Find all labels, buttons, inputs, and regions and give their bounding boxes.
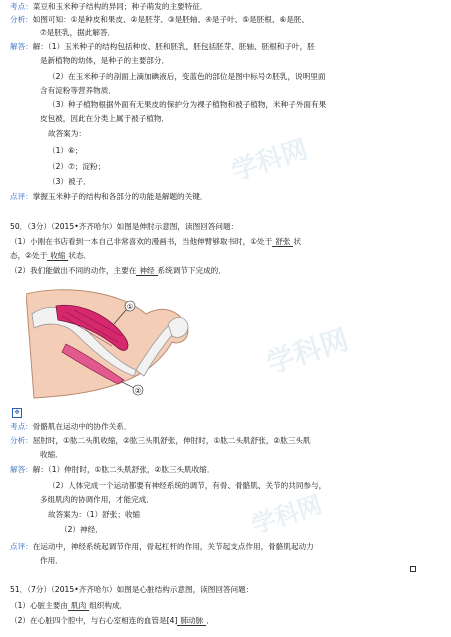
move-anchor-icon[interactable]: ✥ [12,408,22,418]
label-1: ① [126,303,134,311]
q51-sub2: （2）在心脏四个腔中，与右心室相连的血管是[4] 肺动脉 ． [10,616,214,625]
watermark-1: 学科网 [228,134,312,188]
elbow-extension-figure [26,284,196,402]
q50-answer-contract: 收缩 [47,251,68,261]
q50-fenxi-1: 分析：屈肘时，①肱二头肌收缩，②肱三头肌舒张，伸肘时，①肱二头肌舒张，②肱三头肌 [10,436,311,445]
q50-dianping-1: 点评：在运动中，神经系统起调节作用，骨起杠杆的作用，关节起支点作用，骨骼肌起动力 [10,542,314,551]
q50-kaodian: 考点：骨骼肌在运动中的协作关系． [10,422,132,431]
jieda-line-6: 皮包被，因此在分类上属于被子植物． [40,114,170,123]
dianping-tag: 点评： [10,192,33,201]
q50-jieda-3: 多组肌肉的协调作用，才能完成． [40,495,154,504]
watermark-3: 学科网 [248,490,326,540]
jieda-line-5: （3）种子植物根据外面有无果皮的保护分为裸子植物和被子植物，米种子外面有果 [48,100,327,109]
jieda-text: 解：（1）玉米种子的结构包括种皮、胚和胚乳，胚包括胚芽、胚轴、胚根和子叶，胚 [32,42,315,51]
kaodian-line-1 [10,2,207,12]
fenxi-line-2: ⑦是胚乳，据此解答． [40,28,116,37]
q50-jieda-4: 故答案为：（1）舒张；收缩 [48,510,141,519]
q50-dianping-2: 作用． [40,556,63,565]
jieda-tag: 解答： [10,42,33,51]
dianping-text: 掌握玉米种子的结构和各部分的功能是解题的关键． [32,192,208,201]
q50-jieda-5: （2）神经． [60,525,103,534]
answer-1: （1）⑥； [48,146,83,155]
fenxi-line-1 [10,15,309,25]
end-marker [410,566,416,572]
kaodian-text: 菜豆和玉米种子结构的异同；种子萌发的主要特征． [32,2,208,11]
q50-sub1-line1: （1）小刚在书店看到一本自己非常喜欢的漫画书，当他伸臂够取书时，①处于 舒张 状 [10,237,302,246]
jieda-line-3: （2）在玉米种子的剖面上滴加碘液后，变蓝色的部位是图中标号⑦胚乳，说明里面 [48,72,326,81]
q50-header: 50．（3分）（2015•齐齐哈尔）如图是伸肘示意图，读图回答问题： [10,222,239,231]
answer-3: （3）被子． [48,177,91,186]
fenxi-text: 如图可知：①是种皮和果皮、②是胚芽、③是胚轴、④是子叶、⑤是胚根、⑥是胚、 [32,15,310,24]
arm-diagram-svg [26,284,196,402]
q50-jieda-1: 解答：解：（1）伸肘时，①肱二头肌舒张，②肱三头肌收缩． [10,465,215,474]
q51-answer-muscle: 肌肉 [68,601,89,611]
jieda-line-4: 含有淀粉等营养物质． [40,86,116,95]
q50-sub1-line2: 态，②处于 收缩 状态． [10,251,92,260]
q51-header: 51．（7分）（2015•齐齐哈尔）如图是心脏结构示意图，读图回答问题： [10,585,254,594]
fenxi-tag: 分析： [10,15,33,24]
q51-answer-artery: 肺动脉 [177,616,206,626]
q50-sub2: （2）我们能做出不同的动作，主要在 神经 系统调节下完成的． [10,266,226,275]
q50-answer-nerve: 神经 [136,266,157,276]
answer-2: （2）⑦；淀粉； [48,162,106,171]
jieda-line-1 [10,42,315,52]
q50-fenxi-2: 收缩． [40,450,63,459]
dianping-line [10,192,207,202]
q51-sub1: （1）心脏主要由 肌肉 组织构成． [10,601,128,610]
jieda-line-2: 是新植物的幼体，是种子的主要部分． [40,56,170,65]
kaodian-tag: 考点： [10,2,33,11]
label-2-leader [122,382,134,388]
label-2: ② [134,387,142,395]
q50-answer-relax: 舒张 [272,237,293,247]
watermark-2: 学科网 [262,322,353,381]
q50-jieda-2: （2）人体完成一个运动都要有神经系统的调节，有骨、骨骼肌、关节的共同参与， [48,481,327,490]
jieda-line-7: 故答案为： [48,129,86,138]
